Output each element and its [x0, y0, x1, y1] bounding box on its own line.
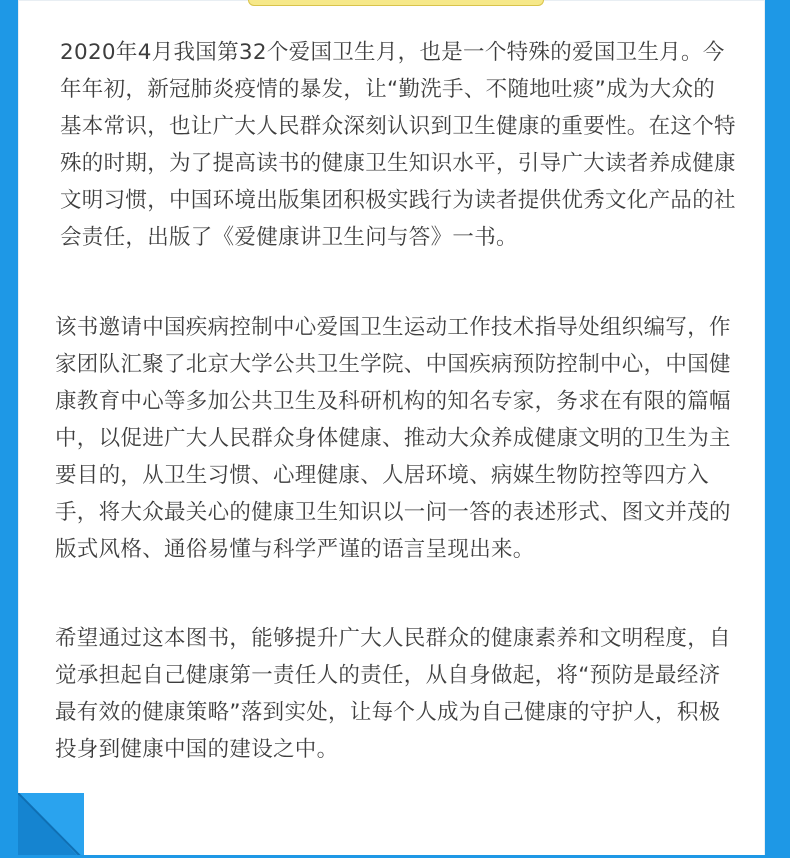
- folded-corner-decoration: [18, 793, 84, 858]
- article-paragraph-3: 希望通过这本图书，能够提升广大人民群众的健康素养和文明程度，自觉承担起自己健康第一责任人的责任，从自身做起，将“预防是最经济最有效的健康策略”落到实处，让每个人成为自己健康的守护人，积极投身到健康中国的建设之中。: [55, 626, 731, 762]
- article-paragraph-2: 该书邀请中国疾病控制中心爱国卫生运动工作技术指导处组织编写，作家团队汇聚了北京大学公共卫生学院、中国疾病预防控制中心，中国健康教育中心等多加公共卫生及科研机构的知名专家，务求在有限的篇幅中，以促进广大人民群众身体健康、推动大众养成健康文明的卫生为主要目的，从卫生习惯、心理健康、人居环境、病媒生物防控等四方入手，将大众最关心的健康卫生知识以一问一答的表述形式、图文并茂的版式风格、通俗易懂与科学严谨的语言呈现出来。: [55, 315, 731, 562]
- title-tab-decoration: [248, 0, 544, 6]
- article-paragraph-1: 2020年4月我国第32个爱国卫生月，也是一个特殊的爱国卫生月。今年年初，新冠肺炎疫情的暴发，让“勤洗手、不随地吐痰”成为大众的基本常识，也让广大人民群众深刻认识到卫生健康的重要性。在这个特殊的时期，为了提高读书的健康卫生知识水平，引导广大读者养成健康文明习惯，中国环境出版集团积极实践行为读者提供优秀文化产品的社会责任，出版了《爱健康讲卫生问与答》一书。: [60, 40, 736, 250]
